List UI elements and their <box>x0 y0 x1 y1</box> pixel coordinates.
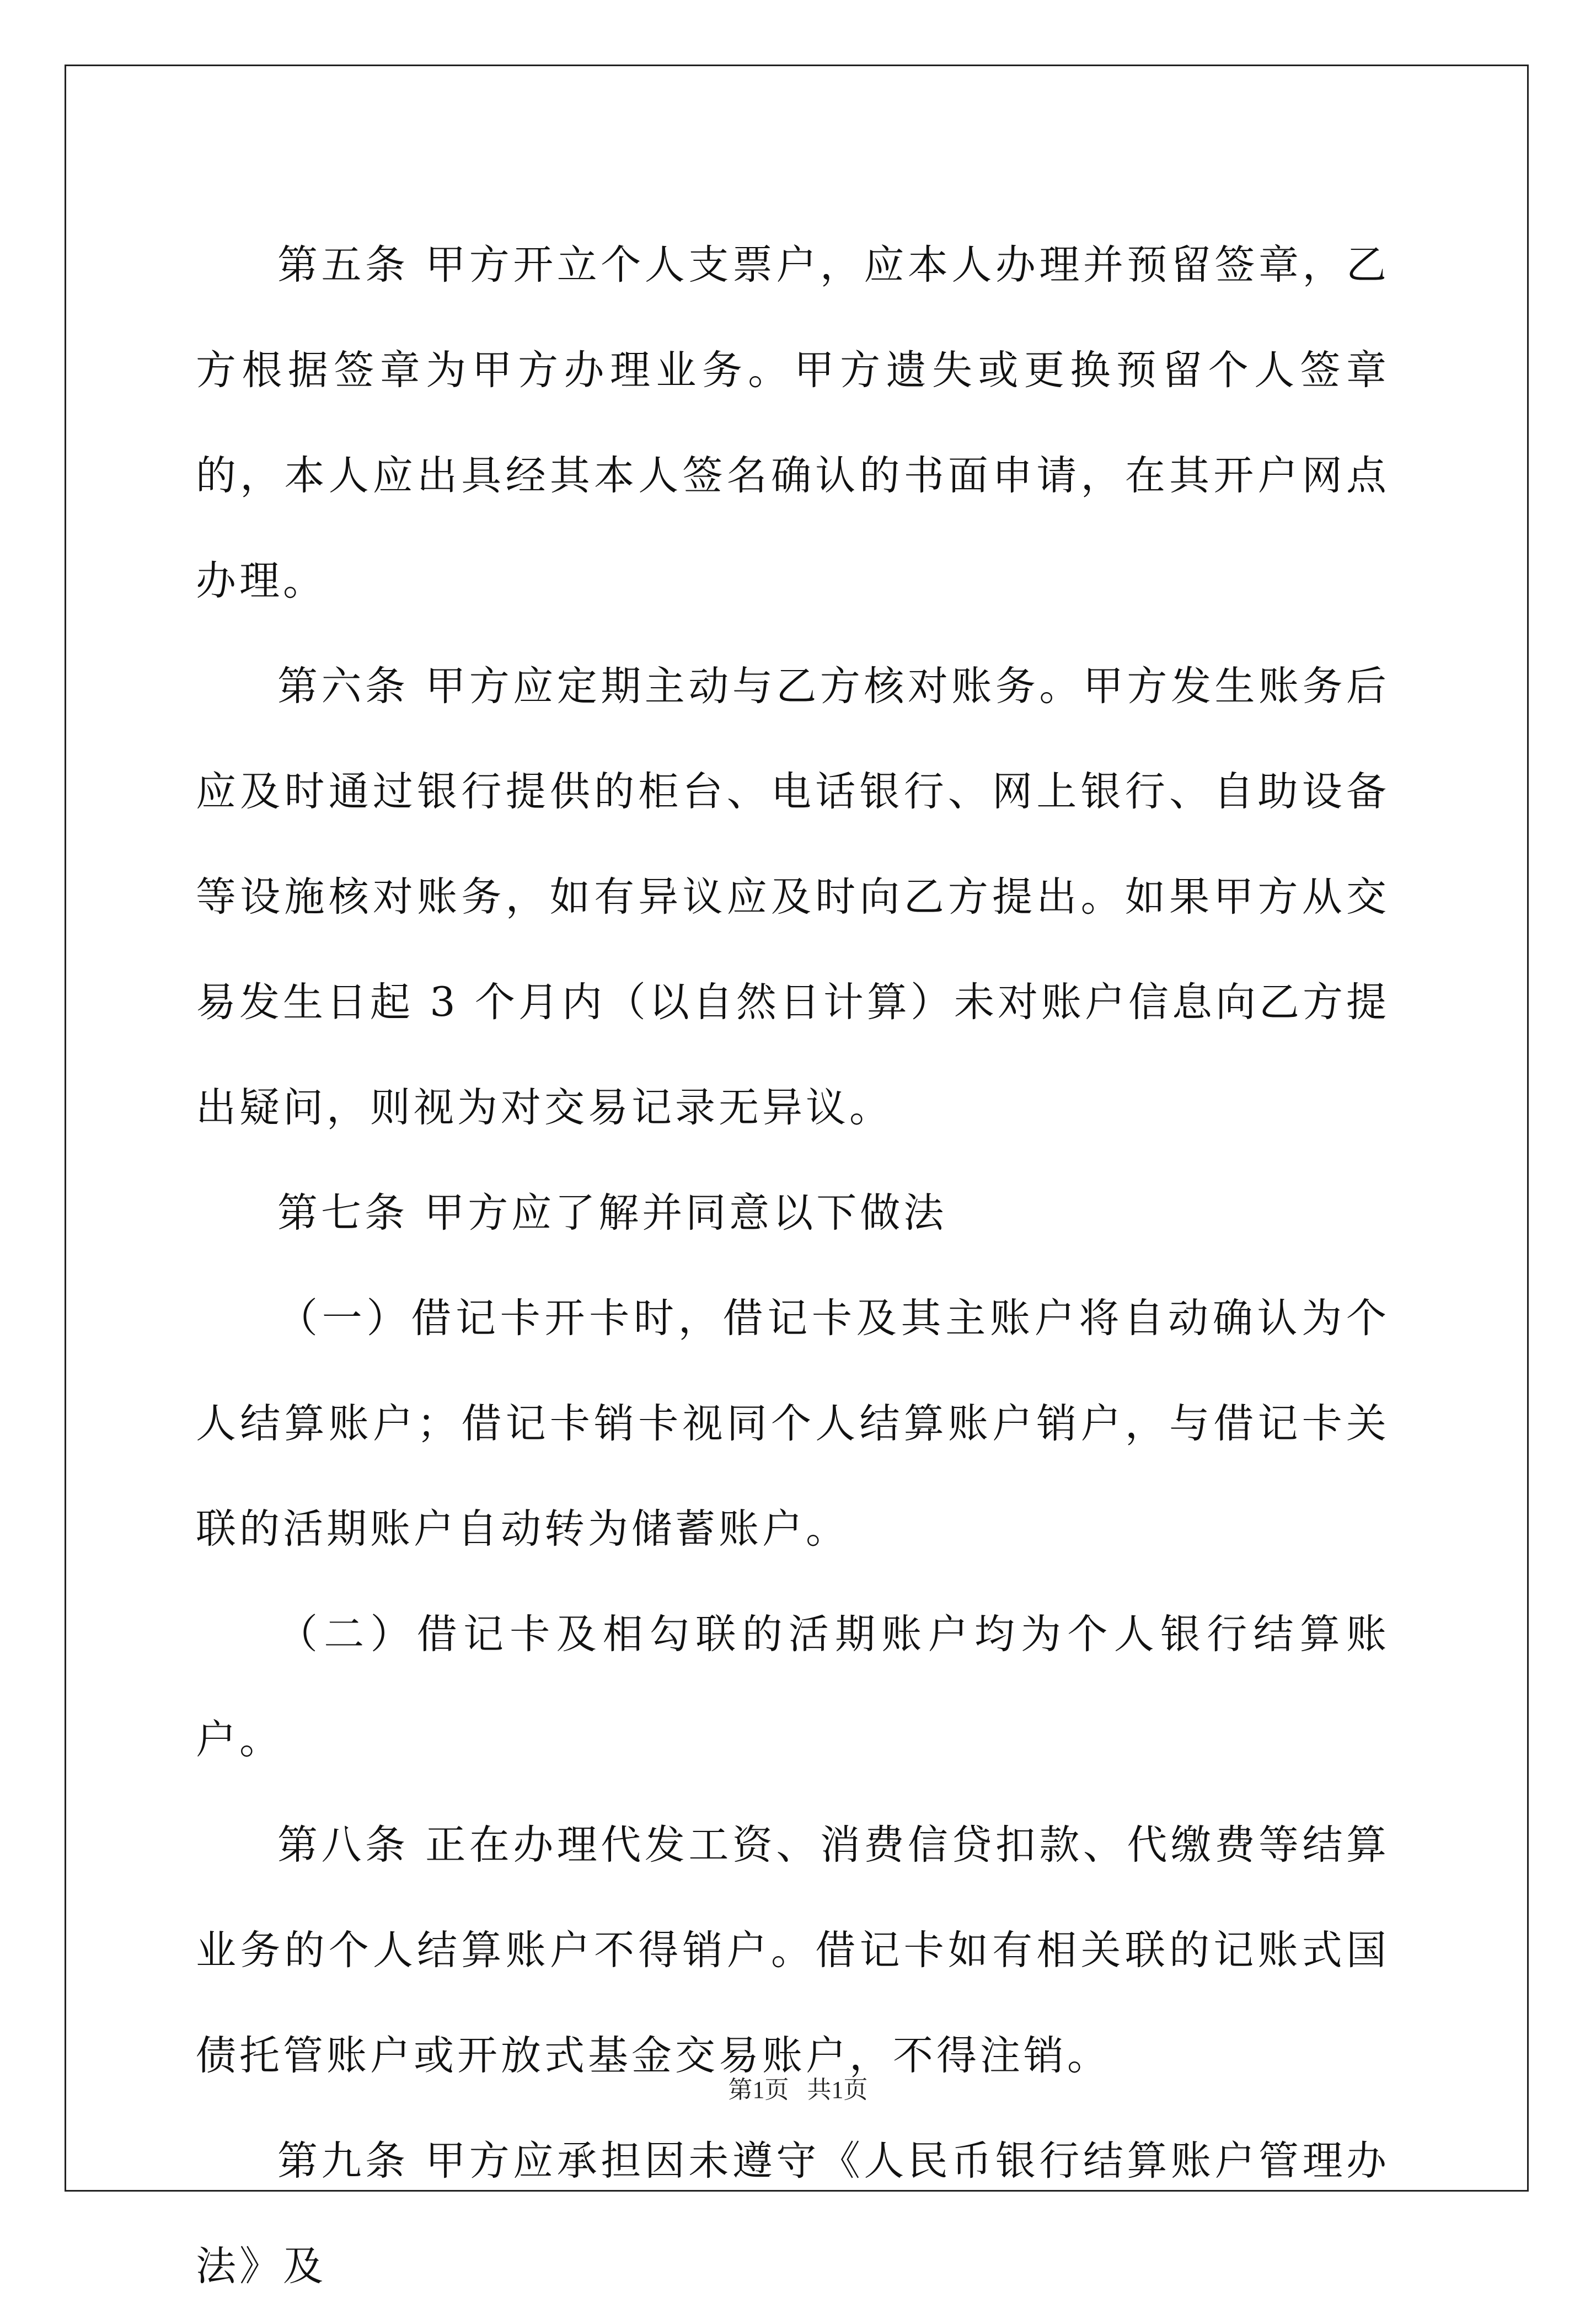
paragraph-item-2: （二）借记卡及相勾联的活期账户均为个人银行结算账户。 <box>196 1611 1390 1763</box>
document-body <box>196 212 1390 2319</box>
page-number: 第1页 <box>728 2076 789 2103</box>
page-total: 共1页 <box>807 2076 868 2103</box>
paragraph-article-5: 第五条 甲方开立个人支票户，应本人办理并预留签章，乙方根据签章为甲方办理业务。甲方遗失或更换预留个人签章的，本人应出具经其本人签名确认的书面申请，在其开户网点办理。 <box>196 242 1390 604</box>
page-footer <box>0 2074 1596 2107</box>
paragraph-article-9: 第九条 甲方应承担因未遵守《人民币银行结算账户管理办法》及 <box>196 2138 1390 2290</box>
paragraph-article-8: 第八条 正在办理代发工资、消费信贷扣款、代缴费等结算业务的个人结算账户不得销户。借记卡如有相关联的记账式国债托管账户或开放式基金交易账户，不得注销。 <box>196 1822 1390 2079</box>
paragraph-article-7: 第七条 甲方应了解并同意以下做法 <box>277 1190 947 1236</box>
paragraph-item-1: （一）借记卡开卡时，借记卡及其主账户将自动确认为个人结算账户；借记卡销卡视同个人结算账户销户，与借记卡关联的活期账户自动转为储蓄账户。 <box>196 1295 1390 1552</box>
paragraph-article-6: 第六条 甲方应定期主动与乙方核对账务。甲方发生账务后应及时通过银行提供的柜台、电话银行、网上银行、自助设备等设施核对账务，如有异议应及时向乙方提出。如果甲方从交易发生日起 3 个月内（以自然日计算）未对账户信息向乙方提出疑问，则视为对交易记录无异议。 <box>196 663 1390 1131</box>
